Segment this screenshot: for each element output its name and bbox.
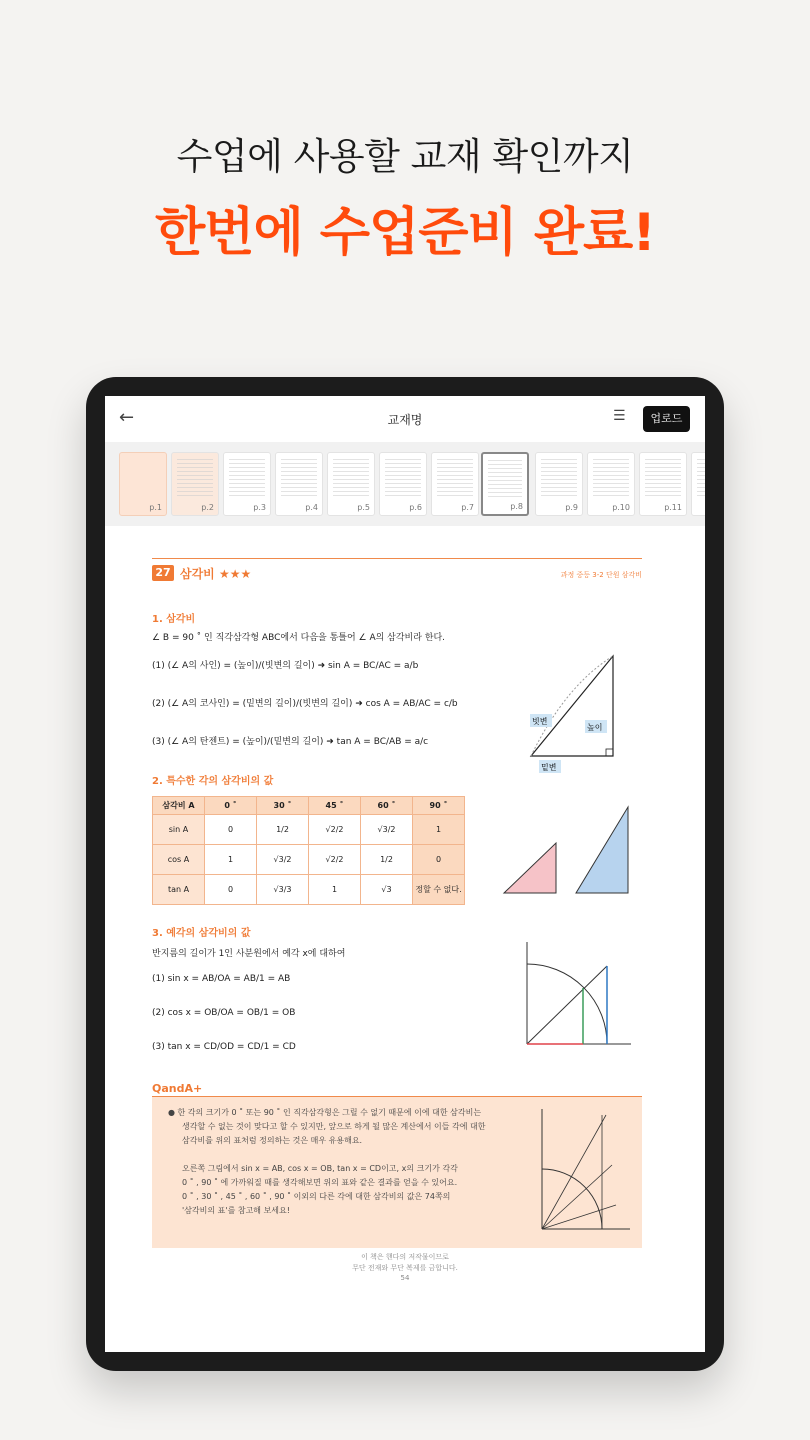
page-thumbnail[interactable]: p.2 (171, 452, 219, 516)
qa-line: 0 ˚ , 90 ˚ 에 가까워질 때를 생각해보면 위의 표와 같은 결과를 얻을 수 있어요. (182, 1178, 458, 1187)
page-thumbnail[interactable]: p.9 (535, 452, 583, 516)
qa-line: ● 한 각의 크기가 0 ˚ 또는 90 ˚ 인 직각삼각형은 그릴 수 없기 때문에 이에 대한 삼각비는 (168, 1108, 482, 1117)
page-thumbnail[interactable]: p.11 (639, 452, 687, 516)
trig-value-table (152, 796, 465, 905)
table-cell: sin A (153, 815, 205, 845)
qa-line: 0 ˚ , 30 ˚ , 45 ˚ , 60 ˚ , 90 ˚ 이외의 다른 각에 대한 삼각비의 값은 74쪽의 (182, 1192, 451, 1201)
section-number: 27 (152, 565, 174, 581)
page-thumbnail[interactable]: p.10 (587, 452, 635, 516)
radius-text: 반지름의 길이가 1인 사분원에서 예각 x에 대하여 (152, 949, 346, 959)
upload-button[interactable]: 업로드 (643, 406, 690, 432)
cos-formula: (2) cos x = OB/OA = OB/1 = OB (152, 1008, 296, 1018)
table-cell: 1 (309, 875, 361, 905)
copyright-line-2: 무단 전재와 무단 복제를 금합니다. (352, 1264, 458, 1272)
back-arrow-icon[interactable]: ← (119, 407, 135, 428)
tan-formula: (3) tan x = CD/OD = CD/1 = CD (152, 1042, 296, 1052)
table-cell: 0 (205, 875, 257, 905)
app-screen (105, 396, 705, 1352)
table-cell: 1/2 (257, 815, 309, 845)
special-triangles-figure (500, 801, 650, 911)
section-header (152, 558, 642, 582)
unit-circle-figure (515, 936, 635, 1056)
copyright-line-1: 이 책은 핸다의 저작물이므로 (361, 1253, 449, 1261)
page-thumbnail[interactable] (691, 452, 705, 516)
table-cell: √3/2 (257, 845, 309, 875)
table-header: 90 ˚ (413, 797, 465, 815)
right-triangle-figure (525, 646, 645, 776)
page-thumbnail[interactable]: p.5 (327, 452, 375, 516)
table-header: 30 ˚ (257, 797, 309, 815)
table-cell: √3/2 (361, 815, 413, 845)
table-cell: 1/2 (361, 845, 413, 875)
textbook-page (105, 526, 705, 1306)
section-title: 삼각비 ★★★ (180, 567, 252, 581)
table-cell: cos A (153, 845, 205, 875)
heading-1: 1. 삼각비 (152, 614, 196, 625)
cosine-definition: (2) (∠ A의 코사인) = (밑변의 길이)/(빗변의 길이) ➜ cos A = AB/AC = c/b (152, 699, 458, 709)
table-header: 0 ˚ (205, 797, 257, 815)
tangent-definition: (3) (∠ A의 탄젠트) = (높이)/(밑변의 길이) ➜ tan A = BC/AB = a/c (152, 737, 429, 747)
qa-line: 생각할 수 없는 것이 맞다고 할 수 있지만, 앞으로 하게 될 많은 계산에서 이들 각에 대한 (182, 1122, 486, 1131)
qa-line: '삼각비의 표'를 참고해 보세요! (182, 1206, 290, 1215)
page-thumbnail[interactable]: p.3 (223, 452, 271, 516)
page-thumbnail[interactable]: p.7 (431, 452, 479, 516)
page-thumbnail-selected[interactable]: p.8 (481, 452, 529, 516)
qa-line: 오른쪽 그림에서 sin x = AB, cos x = OB, tan x = CD이고, x의 크기가 각각 (182, 1164, 458, 1173)
page-thumbnail-strip[interactable] (105, 442, 705, 526)
table-cell: √3 (361, 875, 413, 905)
table-cell: 1 (205, 845, 257, 875)
sin-formula: (1) sin x = AB/OA = AB/1 = AB (152, 974, 291, 984)
heading-3: 3. 예각의 삼각비의 값 (152, 928, 251, 939)
table-cell: 0 (205, 815, 257, 845)
promo-subtitle: 수업에 사용할 교재 확인까지 (176, 135, 634, 178)
qa-title: QandA+ (152, 1082, 203, 1095)
table-header: 삼각비 A (153, 797, 205, 815)
page-thumbnail[interactable]: p.1 (119, 452, 167, 516)
table-cell: tan A (153, 875, 205, 905)
hypotenuse-label: 빗변 (532, 717, 548, 726)
section-meta: 과정 중등 3-2 단원 삼각비 (560, 571, 642, 579)
page-thumbnail[interactable]: p.6 (379, 452, 427, 516)
table-header: 60 ˚ (361, 797, 413, 815)
heading-2: 2. 특수한 각의 삼각비의 값 (152, 776, 274, 787)
page-number: 54 (400, 1274, 410, 1282)
table-header: 45 ˚ (309, 797, 361, 815)
qa-unit-circle-figure (534, 1105, 634, 1241)
table-cell: 정할 수 없다. (413, 875, 465, 905)
table-cell: 0 (413, 845, 465, 875)
book-title: 교재명 (387, 413, 423, 427)
qa-box (152, 1096, 642, 1248)
table-cell: √2/2 (309, 845, 361, 875)
promo-title: 한번에 수업준비 완료! (154, 203, 655, 263)
table-cell: √2/2 (309, 815, 361, 845)
page-thumbnail[interactable]: p.4 (275, 452, 323, 516)
intro-text: ∠ B = 90 ˚ 인 직각삼각형 ABC에서 다음을 통틀어 ∠ A의 삼각비라 한다. (152, 633, 446, 643)
app-bar (105, 396, 705, 442)
table-cell: 1 (413, 815, 465, 845)
qa-line: 삼각비를 위의 표처럼 정의하는 것은 매우 유용해요. (182, 1136, 363, 1145)
height-label: 높이 (587, 723, 603, 732)
list-icon[interactable]: ☰ (613, 408, 626, 424)
table-cell: √3/3 (257, 875, 309, 905)
sine-definition: (1) (∠ A의 사인) = (높이)/(빗변의 길이) ➜ sin A = BC/AC = a/b (152, 661, 419, 671)
base-label: 밑변 (541, 763, 557, 772)
